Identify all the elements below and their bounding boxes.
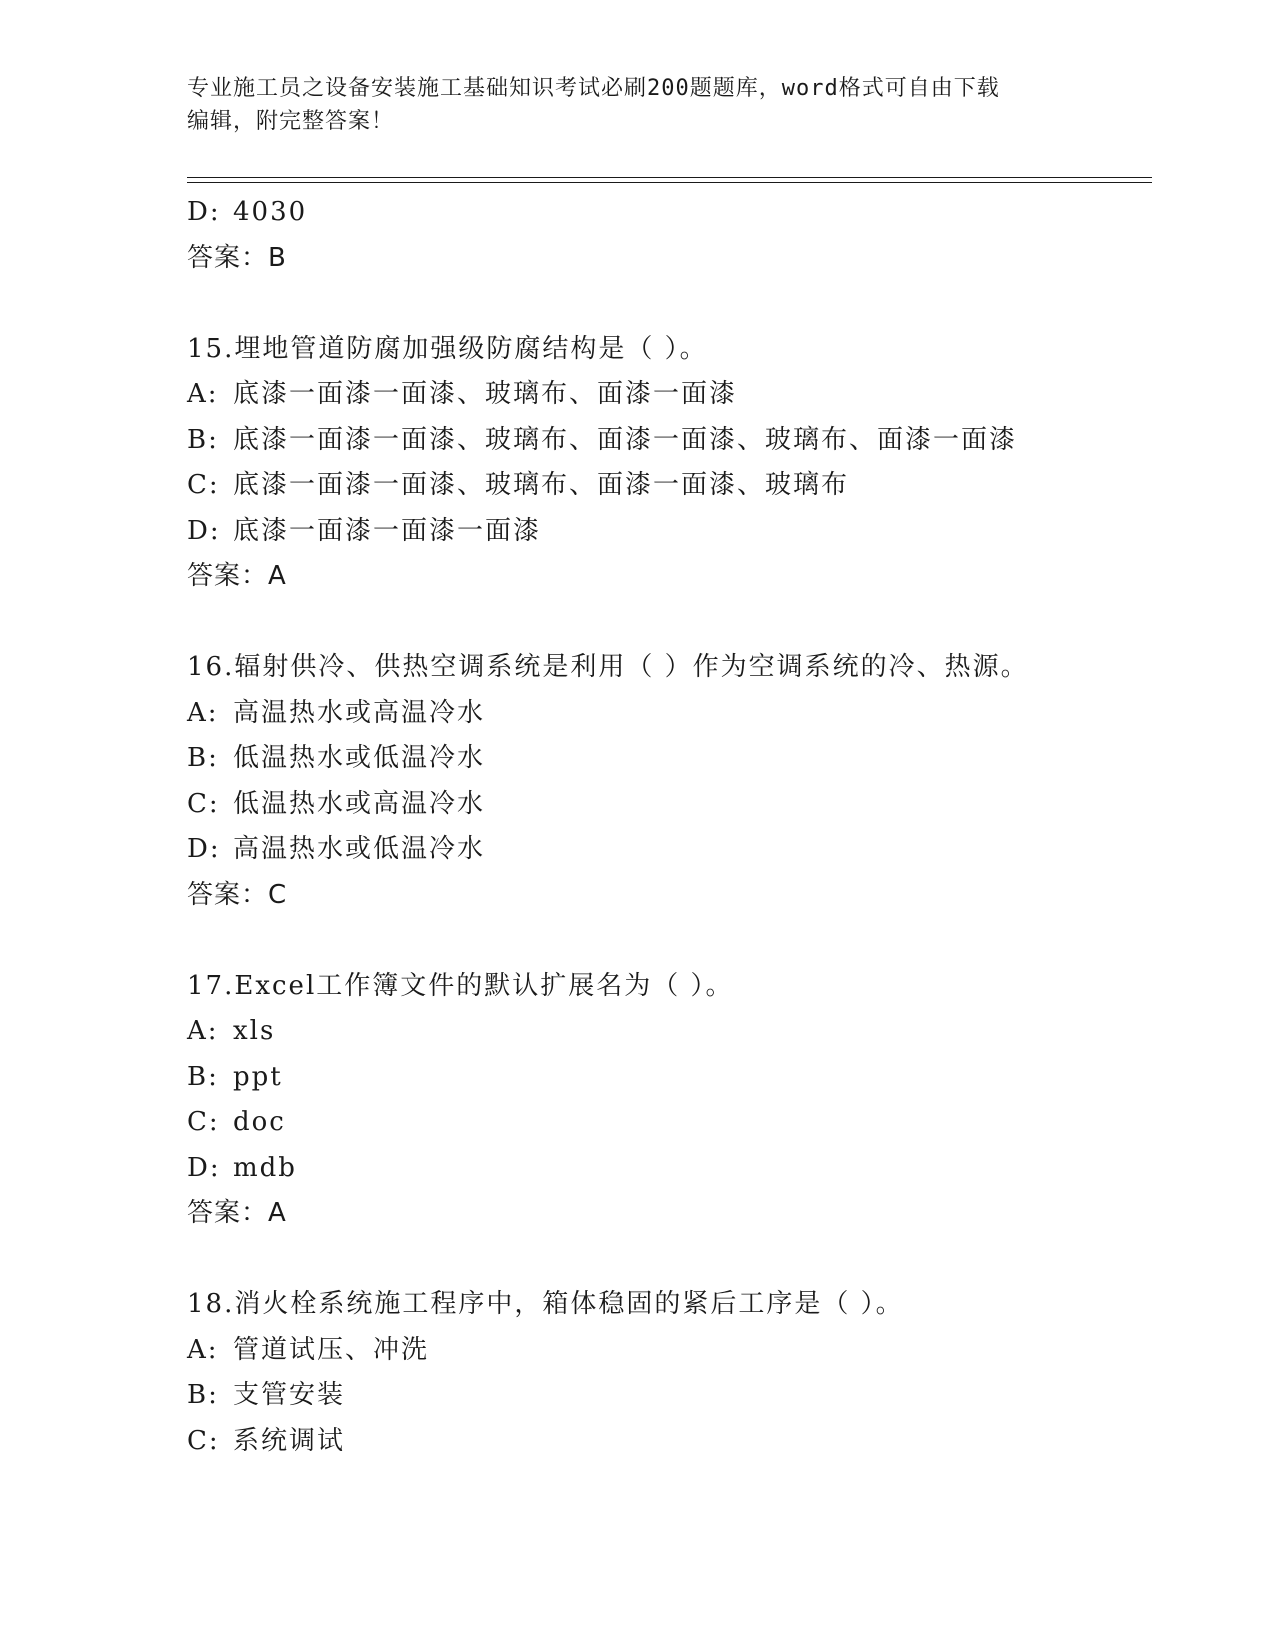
- question-stem: 17.Excel工作簿文件的默认扩展名为（ ）。: [187, 970, 734, 1001]
- spacer: [187, 600, 1152, 646]
- header-divider-top: [187, 177, 1152, 178]
- option-label: A:: [187, 1016, 219, 1046]
- option-label: B:: [187, 424, 219, 455]
- option-b: [187, 736, 1152, 782]
- spacer: [187, 918, 1152, 964]
- option-d: [187, 827, 1152, 873]
- answer-line: 答案：C: [187, 879, 288, 910]
- option-label: A:: [187, 1334, 219, 1365]
- option-text: 高温热水或高温冷水: [233, 697, 486, 728]
- option-c: [187, 463, 1152, 509]
- option-label: A:: [187, 379, 219, 409]
- option-label: D:: [187, 1152, 221, 1183]
- option-text: 支管安装: [233, 1380, 346, 1410]
- option-label: B:: [187, 743, 219, 773]
- question-stem: 15.埋地管道防腐加强级防腐结构是（ ）。: [187, 333, 708, 364]
- answer-line: 答案：A: [187, 561, 287, 591]
- option-label: C:: [187, 1107, 220, 1137]
- option-label: D:: [187, 515, 221, 546]
- option-label: A:: [187, 697, 219, 728]
- option-text: xls: [233, 1016, 276, 1046]
- option-text: mdb: [233, 1152, 297, 1183]
- option-label: B:: [187, 1061, 219, 1092]
- option-c: [187, 1100, 1152, 1146]
- option-text: 底漆一面漆一面漆、玻璃布、面漆一面漆、玻璃布、面漆一面漆: [233, 424, 1018, 455]
- option-c: [187, 782, 1152, 828]
- header-divider-bottom: [187, 182, 1152, 183]
- option-label: D:: [187, 197, 221, 227]
- option-label: D:: [187, 834, 221, 864]
- question-block: [187, 964, 1152, 1237]
- question-block: [187, 645, 1152, 918]
- header-title-line-1: 专业施工员之设备安装施工基础知识考试必刷200题题库，word格式可自由下载: [187, 76, 1000, 101]
- option-b: [187, 1373, 1152, 1419]
- document-header: [187, 72, 1087, 138]
- option-a: [187, 1009, 1152, 1055]
- option-text: 管道试压、冲洗: [233, 1334, 430, 1365]
- option-text: 系统调试: [233, 1425, 346, 1456]
- question-stem: 16.辐射供冷、供热空调系统是利用（ ）作为空调系统的冷、热源。: [187, 652, 1029, 682]
- option-text: 底漆一面漆一面漆、玻璃布、面漆一面漆、玻璃布: [233, 470, 850, 500]
- option-text: 低温热水或低温冷水: [233, 743, 486, 773]
- option-text: 低温热水或高温冷水: [233, 788, 486, 819]
- question-list: [187, 190, 1152, 1464]
- option-b: [187, 1055, 1152, 1101]
- option-d: [187, 1146, 1152, 1192]
- spacer: [187, 281, 1152, 327]
- option-b: [187, 418, 1152, 464]
- question-block: [187, 1282, 1152, 1464]
- option-a: [187, 691, 1152, 737]
- option-label: C:: [187, 470, 220, 500]
- option-a: [187, 372, 1152, 418]
- option-d: [187, 509, 1152, 555]
- question-block: [187, 327, 1152, 600]
- option-text: 4030: [233, 197, 308, 227]
- answer-line: 答案：A: [187, 1198, 287, 1228]
- option-text: doc: [233, 1107, 286, 1137]
- option-text: 底漆一面漆一面漆、玻璃布、面漆一面漆: [233, 379, 738, 409]
- option-text: 底漆一面漆一面漆一面漆: [233, 515, 542, 546]
- option-label: C:: [187, 1425, 220, 1456]
- spacer: [187, 1237, 1152, 1283]
- question-stem: 18.消火栓系统施工程序中，箱体稳固的紧后工序是（ ）。: [187, 1289, 904, 1319]
- option-a: [187, 1328, 1152, 1374]
- option-d: [187, 190, 1152, 236]
- option-label: B:: [187, 1380, 219, 1410]
- option-text: 高温热水或低温冷水: [233, 834, 486, 864]
- answer-line: 答案：B: [187, 242, 287, 273]
- option-c: [187, 1419, 1152, 1465]
- option-text: ppt: [233, 1061, 283, 1092]
- option-label: C:: [187, 788, 220, 819]
- header-title-line-2: 编辑，附完整答案！: [187, 109, 395, 134]
